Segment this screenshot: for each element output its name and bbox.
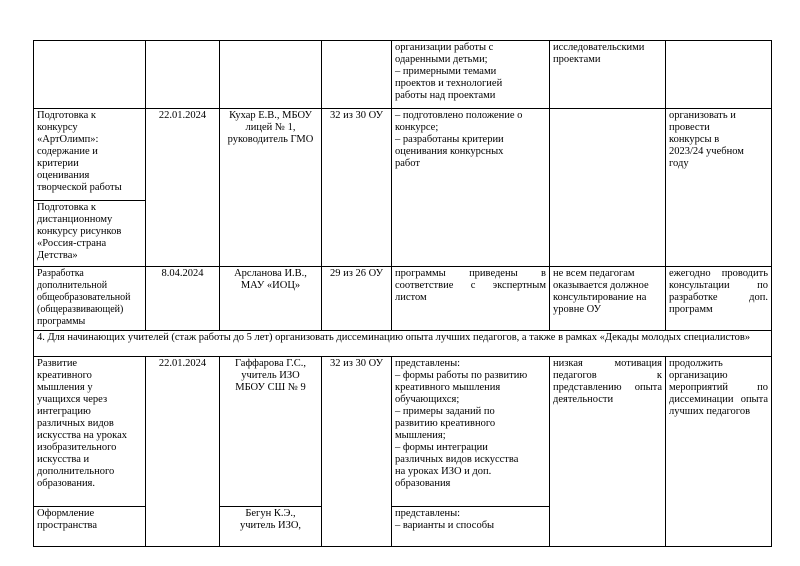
date-cell: 22.01.2024 bbox=[146, 109, 220, 267]
proposals-cell: организовать и провести конкурсы в 2023/24 учебном году bbox=[666, 109, 772, 267]
report-table bbox=[33, 40, 772, 547]
problems-cell: исследовательскими проектами bbox=[550, 41, 666, 109]
coverage-cell: 32 из 30 ОУ bbox=[322, 357, 392, 547]
proposals-cell: продолжить организацию мероприятий по диссеминации опыта лучших педагогов bbox=[666, 357, 772, 547]
problems-cell: не всем педагогам оказывается должное консультирование на уровне ОУ bbox=[550, 267, 666, 331]
table-row bbox=[34, 357, 772, 507]
results-cell: программы приведены в соответствие с экспертным листом bbox=[392, 267, 550, 331]
table-row bbox=[34, 41, 772, 109]
results-cell: представлены: – варианты и способы bbox=[392, 507, 550, 547]
results-cell: представлены: – формы работы по развитию креативного мышления обучающихся; – примеры заданий по развитию креативного мышления; – формы интеграции различных видов искусства на уроках ИЗО и доп. образования bbox=[392, 357, 550, 507]
table-row bbox=[34, 331, 772, 357]
topic-cell: Развитие креативного мышления у учащихся через интеграцию различных видов искусства на уроках изобразительного искусства и дополнительного образования. bbox=[34, 357, 146, 507]
coverage-cell: 29 из 26 ОУ bbox=[322, 267, 392, 331]
topic-cell: Разработка дополнительной общеобразовательной (общеразвивающей) программы bbox=[34, 267, 146, 331]
date-cell: 8.04.2024 bbox=[146, 267, 220, 331]
proposals-cell: ежегодно проводить консультации по разработке доп. программ bbox=[666, 267, 772, 331]
proposals-cell bbox=[666, 41, 772, 109]
date-cell: 22.01.2024 bbox=[146, 357, 220, 547]
speaker-cell: Кухар Е.В., МБОУ лицей № 1, руководитель ГМО bbox=[220, 109, 322, 267]
topic-cell: Оформление пространства bbox=[34, 507, 146, 547]
speaker-cell: Арсланова И.В., МАУ «ИОЦ» bbox=[220, 267, 322, 331]
date-cell bbox=[146, 41, 220, 109]
table-row bbox=[34, 267, 772, 331]
topic-cell bbox=[34, 41, 146, 109]
speaker-cell: Бегун К.Э., учитель ИЗО, bbox=[220, 507, 322, 547]
section-heading: 4. Для начинающих учителей (стаж работы до 5 лет) организовать диссеминацию опыта лучших педагогов, а также в рамках «Декады молодых специалистов» bbox=[34, 331, 772, 357]
results-cell: – подготовлено положение о конкурсе; – разработаны критерии оценивания конкурсных работ bbox=[392, 109, 550, 267]
problems-cell: низкая мотивация педагогов к представлению опыта деятельности bbox=[550, 357, 666, 547]
problems-cell bbox=[550, 109, 666, 267]
table-row bbox=[34, 109, 772, 201]
coverage-cell bbox=[322, 41, 392, 109]
topic-cell: Подготовка к конкурсу «АртОлимп»: содержание и критерии оценивания творческой работы bbox=[34, 109, 146, 201]
results-cell: организации работы с одаренными детьми; – примерными темами проектов и технологией работы над проектами bbox=[392, 41, 550, 109]
topic-cell: Подготовка к дистанционному конкурсу рисунков «Россия-страна Детства» bbox=[34, 201, 146, 267]
speaker-cell bbox=[220, 41, 322, 109]
coverage-cell: 32 из 30 ОУ bbox=[322, 109, 392, 267]
speaker-cell: Гаффарова Г.С., учитель ИЗО МБОУ СШ № 9 bbox=[220, 357, 322, 507]
